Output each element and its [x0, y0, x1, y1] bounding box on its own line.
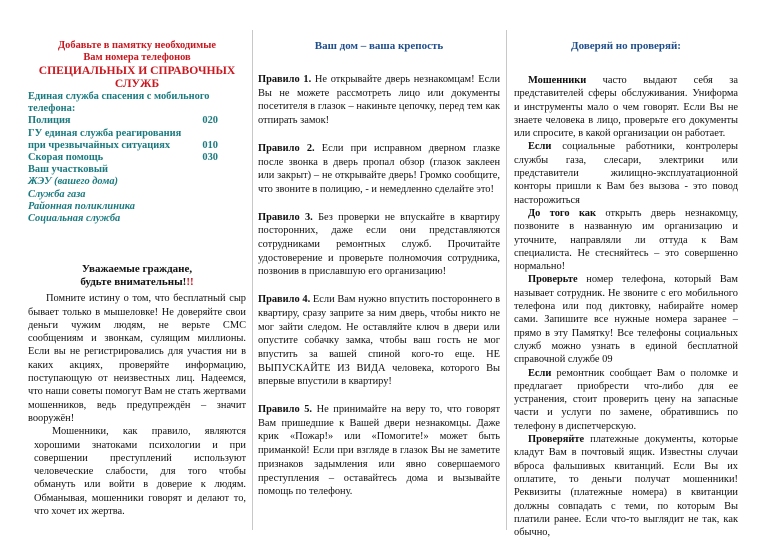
advice-paragraph: Мошенники часто выдают себя за представителей сферы обслуживания. Униформа и инструменты мало о чем говорят. Если Вы не знаете человека в лицо, проверьте его документы или спросите, в какой организации он работает.: [514, 75, 738, 140]
service-item: при чрезвычайных ситуациях 010: [28, 139, 218, 151]
rule-label: Правило 1.: [258, 74, 312, 85]
trust-verify-text: [514, 74, 738, 539]
column-home-rules: [258, 0, 500, 537]
warning-text: [28, 292, 246, 518]
advice-paragraph: Проверяйте платежные документы, которые кладут Вам в почтовый ящик. Известны случаи вброса фальшивых квитанций. Если Вы их оплатите, то деньги получат мошенники! Реквизиты (платежные номера) в квитанции должны совпадать с теми, по которым Вы платили ранее. Если что-то выглядит не так, как обычно,: [514, 434, 738, 539]
advice-paragraph: Если ремонтник сообщает Вам о поломке и предлагает приобрести что-либо для ее устранения, стоит проверить цену на запасные части и услуги по замене, обратившись по телефону в диспетчерскую.: [514, 367, 738, 432]
service-number: 030: [202, 152, 218, 164]
rule-label: Правило 2.: [258, 142, 315, 154]
service-number: 010: [202, 139, 218, 151]
column-divider: [252, 30, 253, 530]
rule-item: Правило 1. Не открывайте дверь незнакомцам! Если Вы не можете рассмотреть лицо или документы посетителя в глазок – накиньте цепочку, перед тем как отпирать замок!: [258, 74, 501, 127]
phone-list-header: [28, 40, 246, 90]
rule-item: Правило 4. Если Вам нужно впустить постороннего в квартиру, сразу заприте за ним дверь, чтобы никто не мог зайти следом. Не оставляйте ключ в двери или опустите собачку замка, чтобы ваш гость не мог впустить за вашей спиной кого-то еще. НЕ ВЫПУСКАЙТЕ ИЗ ВИДА человека, которого Вы впервые впустили в квартиру!: [258, 294, 500, 388]
trust-verify-title: Доверяй но проверяй:: [571, 40, 681, 52]
column-phone-numbers: [28, 0, 246, 537]
greeting-line-1: Уважаемые граждане,: [81, 263, 193, 276]
rule-label: Правило 3.: [258, 211, 313, 223]
rule-item: Правило 3. Без проверки не впускайте в квартиру посторонних, даже если они представляются сотрудниками ремонтных служб. Прочитайте удостоверение и проверьте полномочия сотрудника, позвонив в приславшую его организацию!: [258, 211, 500, 278]
advice-paragraph: Если социальные работники, контролеры службы газа, слесари, электрики или представители жилищно-эксплуатационной конторы пришли к Вам без вызова - это повод насторожиться: [514, 141, 738, 206]
greeting: [28, 263, 246, 289]
service-item: Ваш участковый: [28, 164, 108, 176]
service-item: Единая служба спасения с мобильного телефона:: [28, 91, 210, 115]
service-item: Полиция 020: [28, 115, 218, 127]
warning-paragraph: Мошенники, как правило, являются хорошими знатоками психологии и при совершении преступлений используют человеческие слабости, для того чтобы обмануть или войти в доверие к людям. Обманывая, мошенники говорят и делают то, что хочет их жертва.: [34, 426, 246, 517]
header-line-2: Вам номера телефонов: [83, 52, 191, 63]
service-number: 020: [202, 115, 218, 127]
warning-paragraph: Помните истину о том, что бесплатный сыр бывает только в мышеловке! Не доверяйте свои деньги чужим людям, не верьте СМС сообщениям и звонкам, сулящим миллионы. Если вы не регистрировались для участия ни в каких акциях, проверяйте информацию, поступающую от неизвестных лиц. Надеемся, что наши советы помогут Вам не стать жертвами мошенников, ведь предупреждён – значит вооружён!: [28, 293, 246, 424]
rule-item: Правило 2. Если при исправном дверном глазке после звонка в дверь пропал обзор (глазок заклеен или закрыт) – не открывайте дверь! Громко сообщите, что звоните в полицию, - и немедленно сделайте это!: [258, 142, 500, 195]
service-item: ГУ единая служба реагирования: [28, 127, 182, 139]
advice-paragraph: Проверьте номер телефона, который Вам называет сотрудник. Не звоните с его мобильного телефона или под диктовку, набирайте номер сами. Запишите все нужные номера заранее – прямо в эту Памятку! Все телефоны социальных служб можно узнать в единой бесплатной справочной службе 09: [514, 274, 738, 366]
advice-paragraph: До того как открыть дверь незнакомцу, позвоните в названную им организацию и уточните, направляли ли оттуда к Вам специалиста. Не стесняйтесь – это совершенно нормально!: [514, 207, 738, 273]
header-line-3: СПЕЦИАЛЬНЫХ И СПРАВОЧНЫХ СЛУЖБ: [38, 64, 236, 90]
services-list: [28, 91, 246, 225]
service-item: Районная поликлиника: [28, 200, 135, 212]
greeting-line-2: будьте внимательны!!!: [80, 276, 194, 289]
service-item: Социальная служба: [28, 213, 121, 225]
column-divider: [506, 30, 507, 530]
home-rules-title: Ваш дом – ваша крепость: [314, 40, 444, 52]
service-item: Скорая помощь 030: [28, 152, 218, 164]
header-line-1: Добавьте в памятку необходимые: [58, 40, 216, 51]
rule-label: Правило 5.: [258, 404, 313, 416]
rule-item: Правило 5. Не принимайте на веру то, что говорят Вам пришедшие к Вашей двери незнакомцы. Даже крик «Пожар!» или «Помогите!» может быть приманкой! Если при взгляде в глазок Вы не заметите признаков задымления или явно совершаемого преступления – оставайтесь дома и вызывайте помощь по телефону.: [258, 404, 501, 498]
rule-label: Правило 4.: [258, 294, 311, 306]
column-trust-but-verify: [514, 0, 738, 537]
service-item: Служба газа: [28, 188, 86, 200]
greeting-exclaim: !!: [186, 276, 194, 289]
service-item: ЖЭУ (вашего дома): [28, 176, 118, 188]
